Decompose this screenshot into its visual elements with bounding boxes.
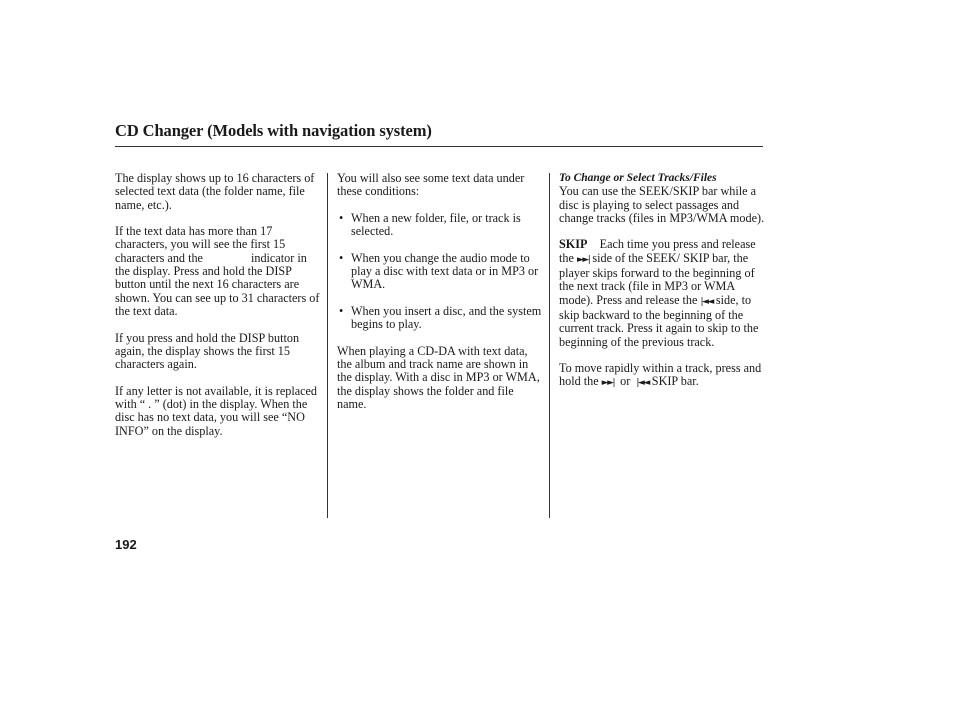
skip-forward-icon: ►►| bbox=[576, 254, 590, 265]
col1-paragraph-4: If any letter is not available, it is replaced with “ . ” (dot) in the display. When the disc has no text data, you will see “NO INFO” on the display. bbox=[115, 383, 318, 438]
col1-paragraph-2-start: If the text data has more than 17 characters, you will see the first 15 characters and the bbox=[115, 224, 286, 265]
rapid-text-a: To move rapidly within a track, press and hold the bbox=[559, 361, 762, 389]
skip-paragraph bbox=[559, 238, 765, 348]
bullet-item bbox=[337, 252, 542, 292]
rapid-text-b: SKIP bar. bbox=[651, 374, 699, 389]
page-title: CD Changer (Models with navigation system) bbox=[115, 121, 432, 140]
skip-text-c: side, to skip backward to the beginning of the current track. Press it again to skip to the beginning of the previous track. bbox=[559, 292, 759, 349]
column-1 bbox=[115, 172, 323, 438]
skip-label: SKIP bbox=[559, 237, 588, 252]
column-2 bbox=[337, 172, 542, 411]
skip-text-b: side of the SEEK/ SKIP bar, the player skips forward to the beginning of the next track (file in MP3 or WMA mode). Press and release the bbox=[559, 250, 755, 307]
column-divider-2 bbox=[549, 173, 550, 518]
col1-paragraph-2 bbox=[115, 225, 323, 318]
col2-paragraph-last: When playing a CD-DA with text data, the album and track name are shown in the display. With a disc in MP3 or WMA, the display shows the folder and file name. bbox=[337, 343, 540, 412]
skip-back-icon: |◄◄ bbox=[700, 296, 713, 307]
column-3 bbox=[559, 172, 765, 391]
bullet-dot: • bbox=[339, 210, 344, 225]
skip-back-icon: |◄◄ bbox=[636, 378, 649, 389]
bullet-item bbox=[337, 212, 542, 239]
column-divider-1 bbox=[327, 173, 328, 518]
bullet-item bbox=[337, 305, 542, 332]
title-rule bbox=[115, 146, 763, 147]
skip-text-a: Each time you press and release the bbox=[559, 237, 756, 265]
col3-paragraph-1: You can use the SEEK/SKIP bar while a disc is playing to select passages and change tracks (files in MP3/WMA mode). bbox=[559, 184, 765, 225]
bullet-text: When a new folder, file, or track is selected. bbox=[351, 210, 521, 239]
bullet-dot: • bbox=[339, 303, 344, 318]
col1-paragraph-2-end: indicator in the display. Press and hold the DISP button until the next 16 characters are shown. You can see up to 31 characters of the text data. bbox=[115, 250, 320, 318]
rapid-or: or bbox=[620, 374, 631, 389]
bullet-text: When you insert a disc, and the system begins to play. bbox=[351, 303, 542, 332]
page-number: 192 bbox=[115, 537, 137, 552]
subheading: To Change or Select Tracks/Files bbox=[559, 172, 717, 184]
skip-forward-icon: ►►| bbox=[601, 378, 615, 389]
col1-paragraph-3: If you press and hold the DISP button again, the display shows the first 15 characters again. bbox=[115, 330, 300, 372]
col2-intro: You will also see some text data under these conditions: bbox=[337, 171, 525, 199]
col1-paragraph-1: The display shows up to 16 characters of selected text data (the folder name, file name, etc.). bbox=[115, 171, 315, 212]
bullet-text: When you change the audio mode to play a disc with text data or in MP3 or WMA. bbox=[351, 250, 539, 292]
bullet-dot: • bbox=[339, 250, 344, 265]
rapid-paragraph bbox=[559, 362, 765, 391]
